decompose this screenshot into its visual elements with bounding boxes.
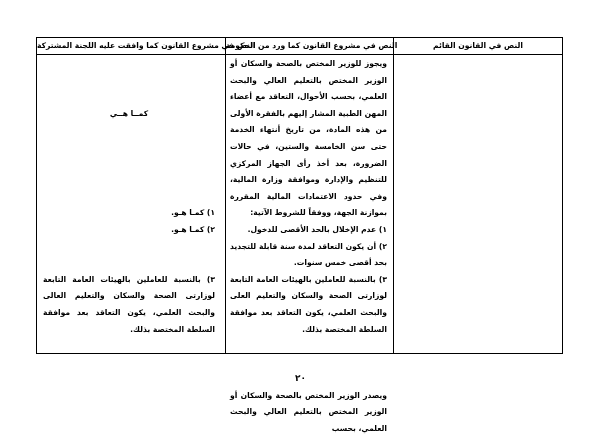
header-current-law: النص في القانون القائم bbox=[433, 41, 523, 50]
committee-item-1: ١) كمـا هـو. bbox=[171, 208, 215, 218]
header-government-text: النص في مشروع القانون كما ورد من الحكومة bbox=[226, 41, 398, 50]
government-paragraph-2: ويصدر الوزير المختص بالصحة والسكان أو الوزير المختص بالتعليم العالي والبحث العلمي، بحسب bbox=[230, 390, 387, 434]
committee-column bbox=[43, 56, 215, 351]
page-number: ٢٠ bbox=[295, 374, 306, 384]
committee-item-3: ٣) بالنسبة للعاملين بالهيئات العامة التابعة لوزارتى الصحة والسكان والتعليم العالى والبحث العلمي، يكون التعاقد بعد موافقة السلطة المختصة بذلك. bbox=[43, 274, 215, 334]
government-paragraph-1: ويجوز للوزير المختص بالصحة والسكان أو الوزير المختص بالتعليم العالي والبحث العلمي، بحسب الأحوال، التعاقد مع أعضاء المهن الطبية المشار إليهم بالفقرة الأولى من هذه المادة، من تاريخ أنتهاء الخدمة حتى سن الخامسة والستين، في حالات الضرورة، بعد أخذ رأى الجهاز المركزي للتنظيم والإدارة وموافقة وزارة المالية، وفي حدود الاعتمادات المالية المقررة بموازنة الجهة، ووفقاً للشروط الآتية: bbox=[230, 59, 387, 218]
committee-item-2: ٢) كمـا هـو. bbox=[171, 224, 215, 234]
as-is-text: كمــا هــي bbox=[109, 108, 149, 118]
column-divider bbox=[393, 38, 394, 353]
government-item-1: ١) عدم الإخلال بالحد الأقصى للدخول. bbox=[247, 224, 387, 234]
header-divider bbox=[37, 54, 562, 55]
column-divider bbox=[225, 38, 226, 353]
government-item-2: ٢) أن يكون التعاقد لمدة سنة قابلة للتجديد بحد أقصى خمس سنوات. bbox=[230, 241, 387, 268]
header-committee-text: النص في مشروع القانون كما وافقت عليه اللجنة المشتركة bbox=[37, 41, 256, 50]
current-law-column bbox=[399, 56, 557, 351]
government-item-3: ٣) بالنسبة للعاملين بالهيئات العامة التابعة لوزارتى الصحة والسكان والتعليم العلى والبحث العلمي، يكون التعاقد بعد موافقة السلطة المختصة بذلك. bbox=[230, 274, 387, 334]
